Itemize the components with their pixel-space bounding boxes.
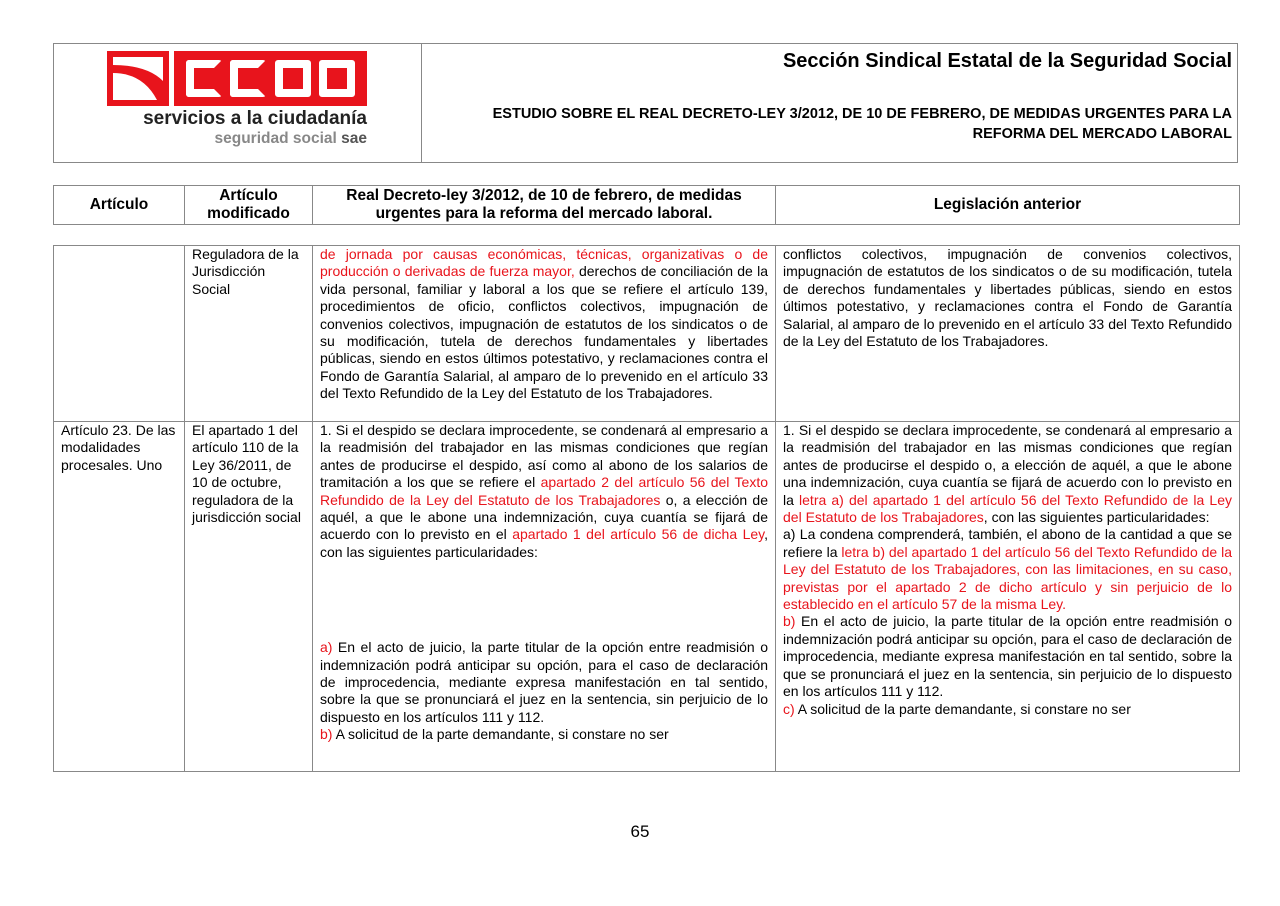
column-header-table <box>53 185 1240 225</box>
logo-tagline: servicios a la ciudadanía <box>143 108 367 129</box>
ccoo-logo-mark-icon <box>107 51 169 106</box>
cell-articulo: Artículo 23. De las modalidades procesales. Uno <box>54 422 185 772</box>
table-row <box>54 422 1240 772</box>
cell-modificado: Reguladora de la Jurisdicción Social <box>185 246 313 422</box>
logo-cell <box>54 44 422 162</box>
study-subtitle: ESTUDIO SOBRE EL REAL DECRETO-LEY 3/2012, DE 10 DE FEBRERO, DE MEDIDAS URGENTES PARA LA REFORMA DEL MERCADO LABORAL <box>492 106 1232 142</box>
header-title-cell <box>422 44 1237 162</box>
comparison-table <box>53 245 1240 772</box>
logo-subtagline: seguridad social sae <box>214 130 367 147</box>
page-number: 65 <box>630 822 650 841</box>
cell-anterior: conflictos colectivos, impugnación de convenios colectivos, impugnación de estatutos de los sindicatos o de su modificación, tutela de derechos fundamentales y libertades públicas, siendo en estos últimos potestativo, y reclamaciones contra el Fondo de Garantía Salarial, al amparo de lo prevenido en el artículo 33 del Texto Refundido de la Ley del Estatuto de los Trabajadores. <box>776 246 1240 422</box>
cell-modificado: El apartado 1 del artículo 110 de la Ley 36/2011, de 10 de octubre, reguladora de la jurisdicción social <box>185 422 313 772</box>
section-title: Sección Sindical Estatal de la Seguridad Social <box>782 50 1232 72</box>
cell-anterior: 1. Si el despido se declara improcedente, se condenará al empresario a la readmisión del trabajador en las mismas condiciones que regían antes de producirse el despido o, a elección de aquél, a que le abone una indemnización, cuya cuantía se fijará de acuerdo con lo previsto en la letra a) del apartado 1 del artículo 56 del Texto Refundido de la Ley del Estatuto de los Trabajadores, con las siguientes particularidades: a) La condena comprenderá, también, el abono de la cantidad a que se refiere la letra b) del apartado 1 del artículo 56 del Texto Refundido de la Ley del Estatuto de los Trabajadores, con las limitaciones, en su caso, previstas por el apartado 2 de dicho artículo y sin perjuicio de lo establecido en el artículo 57 de la misma Ley. b) En el acto de juicio, la parte titular de la opción entre readmisión o indemnización podrá anticipar su opción, para el caso de declaración de improcedencia, mediante expresa manifestación en tal sentido, sobre la que se pronunciará el juez en la sentencia, sin perjuicio de lo dispuesto en los artículos 111 y 112. c) A solicitud de la parte demandante, si constare no ser <box>776 422 1240 772</box>
table-row <box>54 246 1240 422</box>
col-legislacion-anterior: Legislación anterior <box>776 186 1240 225</box>
cell-rdl: 1. Si el despido se declara improcedente, se condenará al empresario a la readmisión del trabajador en las mismas condiciones que regían antes de producirse el despido, así como al abono de los salarios de tramitación a los que se refiere el apartado 2 del artículo 56 del Texto Refundido de la Ley del Estatuto de los Trabajadores o, a elección de aquél, a que le abone una indemnización, cuya cuantía se fijará de acuerdo con lo previsto en el apartado 1 del artículo 56 de dicha Ley, con las siguientes particularidades: a) En el acto de juicio, la parte titular de la opción entre readmisión o indemnización podrá anticipar su opción, para el caso de declaración de improcedencia, mediante expresa manifestación en tal sentido, sobre la que se pronunciará el juez en la sentencia, sin perjuicio de lo dispuesto en los artículos 111 y 112. b) A solicitud de la parte demandante, si constare no ser <box>313 422 776 772</box>
cell-articulo <box>54 246 185 422</box>
col-real-decreto: Real Decreto-ley 3/2012, de 10 de febrero, de medidas urgentes para la reforma del mercado laboral. <box>313 186 776 225</box>
col-articulo-modificado: Artículo modificado <box>185 186 313 225</box>
col-articulo: Artículo <box>54 186 185 225</box>
cell-rdl: de jornada por causas económicas, técnicas, organizativas o de producción o derivadas de fuerza mayor, derechos de conciliación de la vida personal, familiar y laboral a los que se refiere el artículo 139, procedimientos de oficio, conflictos colectivos, impugnación de convenios colectivos, impugnación de estatutos de los sindicatos o de su modificación, tutela de derechos fundamentales y libertades públicas, siendo en estos últimos potestativo, y reclamaciones contra el Fondo de Garantía Salarial, al amparo de lo prevenido en el artículo 33 del Texto Refundido de la Ley del Estatuto de los Trabajadores. <box>313 246 776 422</box>
document-header <box>53 43 1238 163</box>
ccoo-logo <box>174 51 367 106</box>
